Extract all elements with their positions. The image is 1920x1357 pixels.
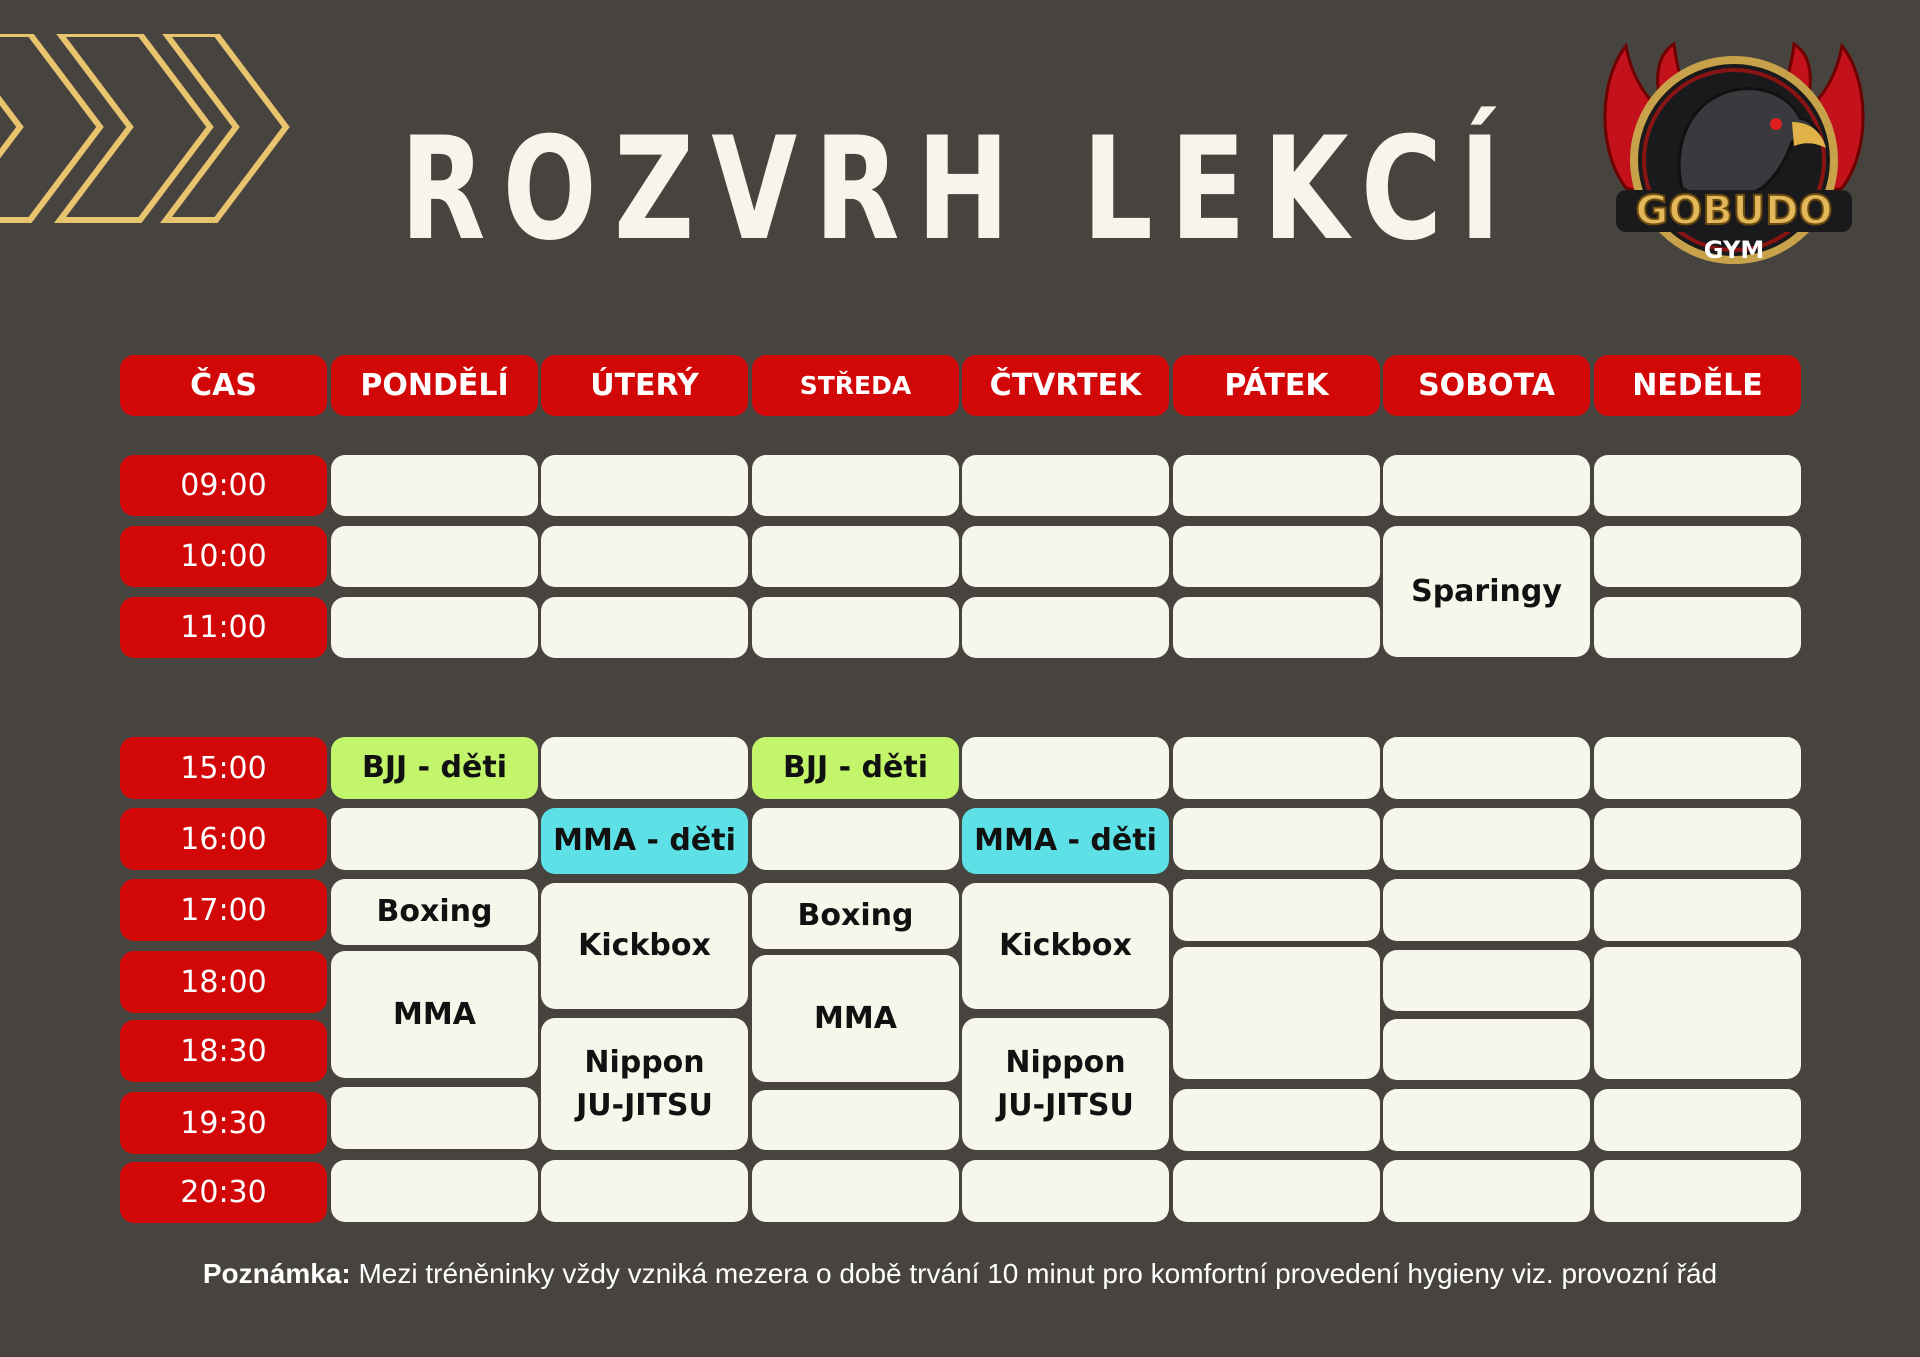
gobudo-logo [1586,38,1882,290]
class-name-line: Nippon [1005,1044,1126,1080]
footnote-label: Poznámka: [202,1258,351,1289]
slot-empty [331,526,538,587]
logo-name: GOBUDO [1635,188,1833,234]
slot-empty [962,455,1169,516]
slot-empty [1173,526,1380,587]
class-name-line: JU-JITSU [576,1088,713,1123]
class-name-line: JU-JITSU [997,1088,1134,1123]
slot-empty [1594,879,1801,941]
class-boxing: Boxing [331,879,538,945]
slot-empty [1594,737,1801,799]
slot-empty [1173,879,1380,941]
slot-empty [752,808,959,870]
slot-empty [752,1090,959,1150]
header-tuesday: ÚTERÝ [541,355,748,416]
header-sunday: NEDĚLE [1594,355,1801,416]
class-name-line: Nippon [584,1044,705,1080]
slot-empty [1383,455,1590,516]
slot-empty [331,597,538,658]
slot-empty [752,526,959,587]
time-label: 10:00 [120,526,327,587]
slot-empty [331,455,538,516]
slot-empty [1173,947,1380,1079]
slot-empty [1594,1160,1801,1222]
slot-empty [1383,950,1590,1011]
class-bjj-kids: BJJ - děti [752,737,959,799]
slot-empty [1594,808,1801,870]
class-boxing: Boxing [752,883,959,949]
time-label: 18:00 [120,951,327,1013]
slot-empty [541,597,748,658]
class-mma-kids: MMA - děti [541,808,748,874]
slot-empty [962,737,1169,799]
slot-empty [331,808,538,870]
slot-empty [1383,879,1590,941]
time-label: 09:00 [120,455,327,516]
class-nippon-jujitsu [962,1018,1169,1150]
slot-empty [541,526,748,587]
slot-empty [1383,1089,1590,1151]
slot-empty [962,1160,1169,1222]
slot-empty [1594,455,1801,516]
footnote-text: Mezi tréněninky vždy vzniká mezera o době trvání 10 minut pro komfortní provedení hygieny viz. provozní řád [350,1258,1718,1289]
time-label: 17:00 [120,879,327,941]
slot-empty [331,1160,538,1222]
slot-empty [1173,737,1380,799]
slot-empty [1383,808,1590,870]
class-mma: MMA [331,951,538,1078]
slot-empty [541,1160,748,1222]
chevron-icon [0,34,100,220]
slot-empty [752,455,959,516]
time-label: 20:30 [120,1162,327,1223]
slot-empty [752,597,959,658]
slot-empty [541,737,748,799]
class-mma-kids: MMA - děti [962,808,1169,874]
slot-empty [541,455,748,516]
slot-empty [1383,737,1590,799]
time-label: 15:00 [120,737,327,799]
slot-empty [962,526,1169,587]
class-sparring: Sparingy [1383,526,1590,657]
slot-empty [1173,1089,1380,1151]
slot-empty [1594,526,1801,587]
header-friday: PÁTEK [1173,355,1380,416]
slot-empty [1173,455,1380,516]
time-label: 19:30 [120,1092,327,1154]
slot-empty [331,1087,538,1149]
logo-sub: GYM [1703,236,1765,264]
time-label: 16:00 [120,808,327,870]
slot-empty [1594,1089,1801,1151]
slot-empty [1594,597,1801,658]
header-thursday: ČTVRTEK [962,355,1169,416]
class-nippon-jujitsu [541,1018,748,1150]
slot-empty [752,1160,959,1222]
header-wednesday: STŘEDA [752,355,959,416]
header-monday: PONDĚLÍ [331,355,538,416]
header-saturday: SOBOTA [1383,355,1590,416]
class-kickbox: Kickbox [541,883,748,1009]
slot-empty [1383,1160,1590,1222]
slot-empty [1594,947,1801,1079]
header-time: ČAS [120,355,327,416]
slot-empty [1173,597,1380,658]
time-label: 18:30 [120,1020,327,1082]
slot-empty [1383,1019,1590,1080]
slot-empty [1173,808,1380,870]
footnote [0,1258,1920,1290]
class-mma: MMA [752,955,959,1082]
page-title: ROZVRH LEKCÍ [400,107,1518,272]
slot-empty [962,597,1169,658]
class-kickbox: Kickbox [962,883,1169,1009]
time-label: 11:00 [120,597,327,658]
slot-empty [1173,1160,1380,1222]
class-bjj-kids: BJJ - děti [331,737,538,799]
